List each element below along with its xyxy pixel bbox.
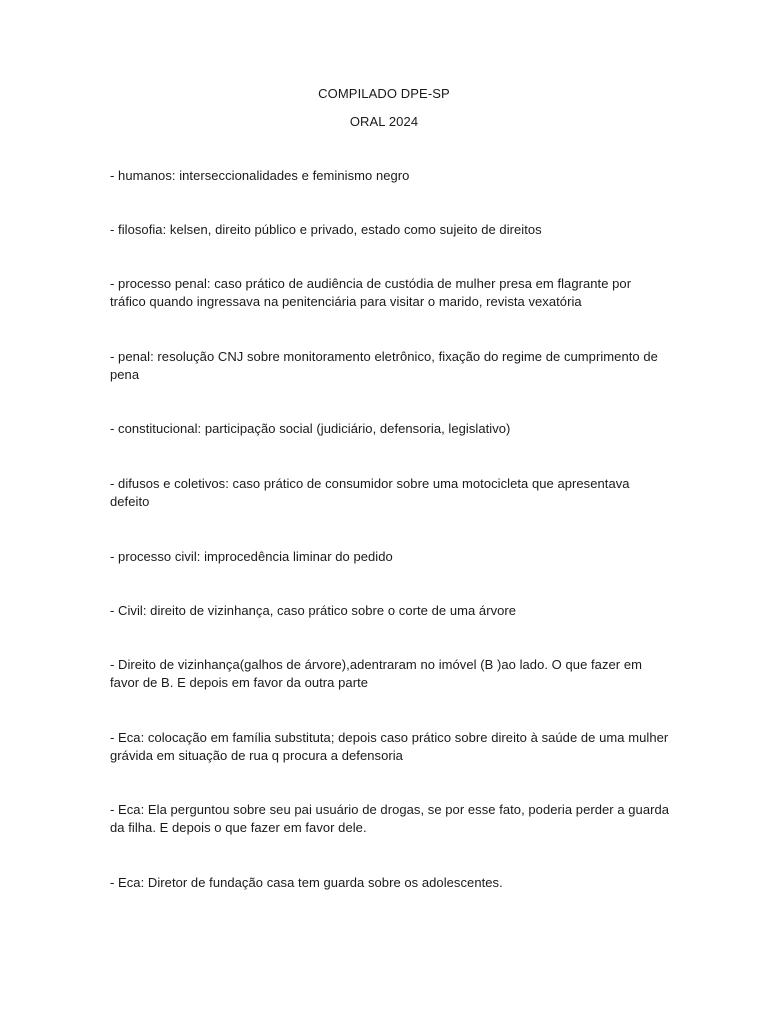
topic-item-eca-familia: - Eca: colocação em família substituta; depois caso prático sobre direito à saúde de uma mulher grávida em situação de rua q procura a defensoria — [110, 730, 669, 763]
document-title: COMPILADO DPE-SP — [318, 86, 450, 101]
topic-item-direito-vizinhanca: - Direito de vizinhança(galhos de árvore),adentraram no imóvel (B )ao lado. O que fazer em favor de B. E depois em favor da outra parte — [110, 657, 642, 690]
topic-item-eca-fundacao: - Eca: Diretor de fundação casa tem guarda sobre os adolescentes. — [110, 875, 503, 890]
topic-item-constitucional: - constitucional: participação social (judiciário, defensoria, legislativo) — [110, 421, 511, 436]
topic-item-civil: - Civil: direito de vizinhança, caso prático sobre o corte de uma árvore — [110, 603, 517, 618]
document-subtitle: ORAL 2024 — [349, 114, 419, 129]
topic-item-processo-penal: - processo penal: caso prático de audiência de custódia de mulher presa em flagrante por tráfico quando ingressava na penitenciária para visitar o marido, revista vexatória — [110, 276, 632, 309]
topic-item-humanos: - humanos: interseccionalidades e feminismo negro — [110, 168, 410, 183]
topic-item-processo-civil: - processo civil: improcedência liminar do pedido — [110, 549, 393, 564]
topic-item-difusos-coletivos: - difusos e coletivos: caso prático de consumidor sobre uma motocicleta que apresentava defeito — [110, 476, 630, 509]
topic-item-filosofia: - filosofia: kelsen, direito público e privado, estado como sujeito de direitos — [110, 222, 542, 237]
topic-item-penal: - penal: resolução CNJ sobre monitoramento eletrônico, fixação do regime de cumprimento de pena — [110, 349, 658, 382]
topic-item-eca-guarda: - Eca: Ela perguntou sobre seu pai usuário de drogas, se por esse fato, poderia perder a guarda da filha. E depois o que fazer em favor dele. — [110, 802, 670, 835]
